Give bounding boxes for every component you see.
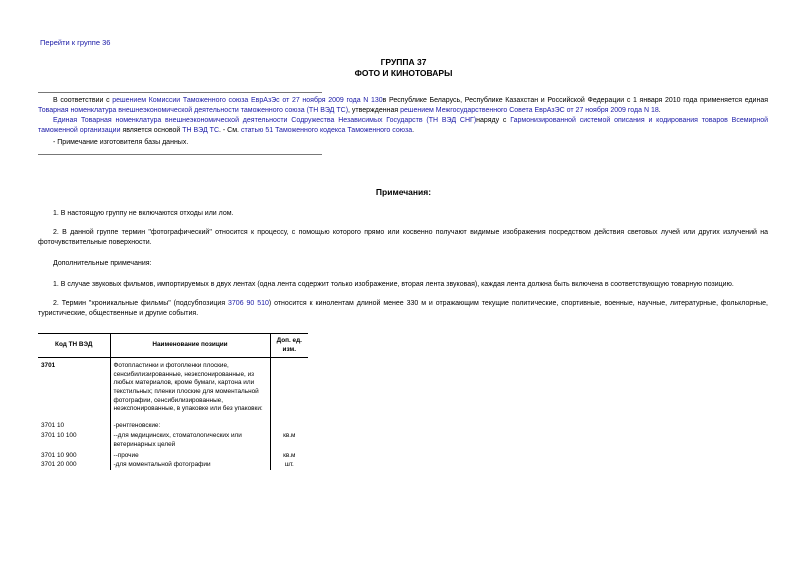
row-unit: шт. — [284, 461, 294, 469]
table-row — [38, 461, 308, 470]
row-unit: кв.м — [283, 451, 296, 459]
database-note: - Примечание изготовителя базы данных. — [53, 139, 189, 146]
subheading-3706-90-510-link[interactable]: 3706 90 510 — [228, 300, 269, 307]
row-code: 3701 10 — [38, 422, 110, 431]
footnote-paragraph-2: Единая Товарная номенклатура внешнеэкономической деятельности Содружества Независимых Государств (ТН ВЭД СНГ)наряду с Гармонизированной системой описания и кодирования товаров Всемирной таможенной организации является основой ТН ВЭД ТС. - См. статью 51 Таможенного кодекса Таможенного союза. — [38, 117, 768, 135]
goto-group-36-link[interactable]: Перейти к группе 36 — [40, 38, 111, 47]
additional-note-1: 1. В случае звуковых фильмов, импортируемых в двух лентах (одна лента содержит только изображение, вторая лента звуковая), каждая лента должна быть включена в соответствующую товарную позицию. — [53, 281, 734, 288]
tn-ved-sng-link[interactable]: Единая Товарная номенклатура внешнеэкономической деятельности Содружества Независимых Государств (ТН ВЭД СНГ) — [53, 117, 477, 124]
row-unit — [270, 422, 308, 431]
note-1: 1. В настоящую группу не включаются отходы или лом. — [53, 210, 234, 217]
column-header-unit: Доп. ед. изм. — [270, 334, 308, 358]
row-code: 3701 10 100 — [38, 432, 110, 449]
row-code: 3701 20 000 — [38, 461, 110, 470]
row-name: --прочие — [110, 452, 270, 461]
group-title: ГРУППА 37 — [380, 57, 427, 67]
footnote-paragraph-1: В соответствии с решением Комиссии Таможенного союза ЕврАзЭс от 27 ноября 2009 года N 130в Республике Беларусь, Республике Казахстан и Российской Федерации с 1 января 2010 года применяется единая Товарная номенклатура внешнеэкономической деятельности таможенного союза (ТН ВЭД ТС), утвержденная решением Межгосударственного Совета ЕврАзЭС от 27 ноября 2009 года N 18. — [38, 97, 768, 115]
note-2: 2. В данной группе термин "фотографический" относится к процессу, с помощью которого прямо или косвенно получают видимые изображения посредством действия световых лучей или других излучений на фоточувствительные поверхности. — [38, 229, 768, 247]
harmonized-system-link[interactable]: Гармонизированной системой описания и кодирования товаров Всемирной таможенной организации — [38, 117, 768, 135]
customs-code-article-link[interactable]: статью 51 Таможенного кодекса Таможенного союза — [240, 127, 413, 135]
tn-ved-table — [38, 333, 308, 470]
footnote-bottom-rule — [38, 154, 322, 155]
tn-ved-ts-basis-link[interactable]: ТН ВЭД ТС — [182, 127, 219, 135]
notes-heading: Примечания: — [375, 187, 432, 197]
table-row — [38, 432, 308, 449]
tn-ved-ts-link[interactable]: Товарная номенклатура внешнеэкономической деятельности таможенного союза (ТН ВЭД ТС) — [38, 107, 349, 115]
table-row — [38, 452, 308, 461]
customs-union-decision-link[interactable]: решением Комиссии Таможенного союза ЕврАзЭс от 27 ноября 2009 года N 130 — [112, 97, 383, 104]
row-name: -рентгеновские: — [110, 422, 270, 431]
additional-notes-heading: Дополнительные примечания: — [53, 260, 152, 267]
table-row — [38, 422, 308, 431]
row-unit: кв.м — [283, 432, 296, 440]
column-header-code: Код ТН ВЭД — [38, 334, 110, 358]
row-name: --для медицинских, стоматологических или ветеринарных целей — [110, 432, 270, 449]
column-header-name: Наименование позиции — [110, 334, 270, 358]
row-code: 3701 — [38, 362, 110, 414]
row-name: -для моментальной фотографии — [110, 461, 270, 470]
row-code: 3701 10 900 — [38, 452, 110, 461]
additional-note-2: 2. Термин "хроникальные фильмы" (подсубпозиция 3706 90 510) относится к кинолентам длиной менее 330 м и отражающим текущие политические, спортивные, военные, научные, литературные, фольклорные, туристические, общественные и другие события. — [38, 300, 768, 318]
group-subtitle: ФОТО И КИНОТОВАРЫ — [354, 68, 453, 78]
row-unit — [270, 362, 308, 414]
table-row — [38, 362, 308, 414]
footnote-top-rule — [38, 92, 322, 93]
table-header-row — [38, 334, 308, 358]
row-name: Фотопластинки и фотопленки плоские, сенсибилизированные, неэкспонированные, из любых материалов, кроме бумаги, картона или текстильных; пленки плоские для моментальной фотографии, сенсибилизированные, неэкспонированные, в упаковке или без упаковки: — [110, 362, 270, 414]
interstate-council-decision-link[interactable]: решением Межгосударственного Совета ЕврАзЭС от 27 ноября 2009 года N 18 — [400, 107, 659, 115]
